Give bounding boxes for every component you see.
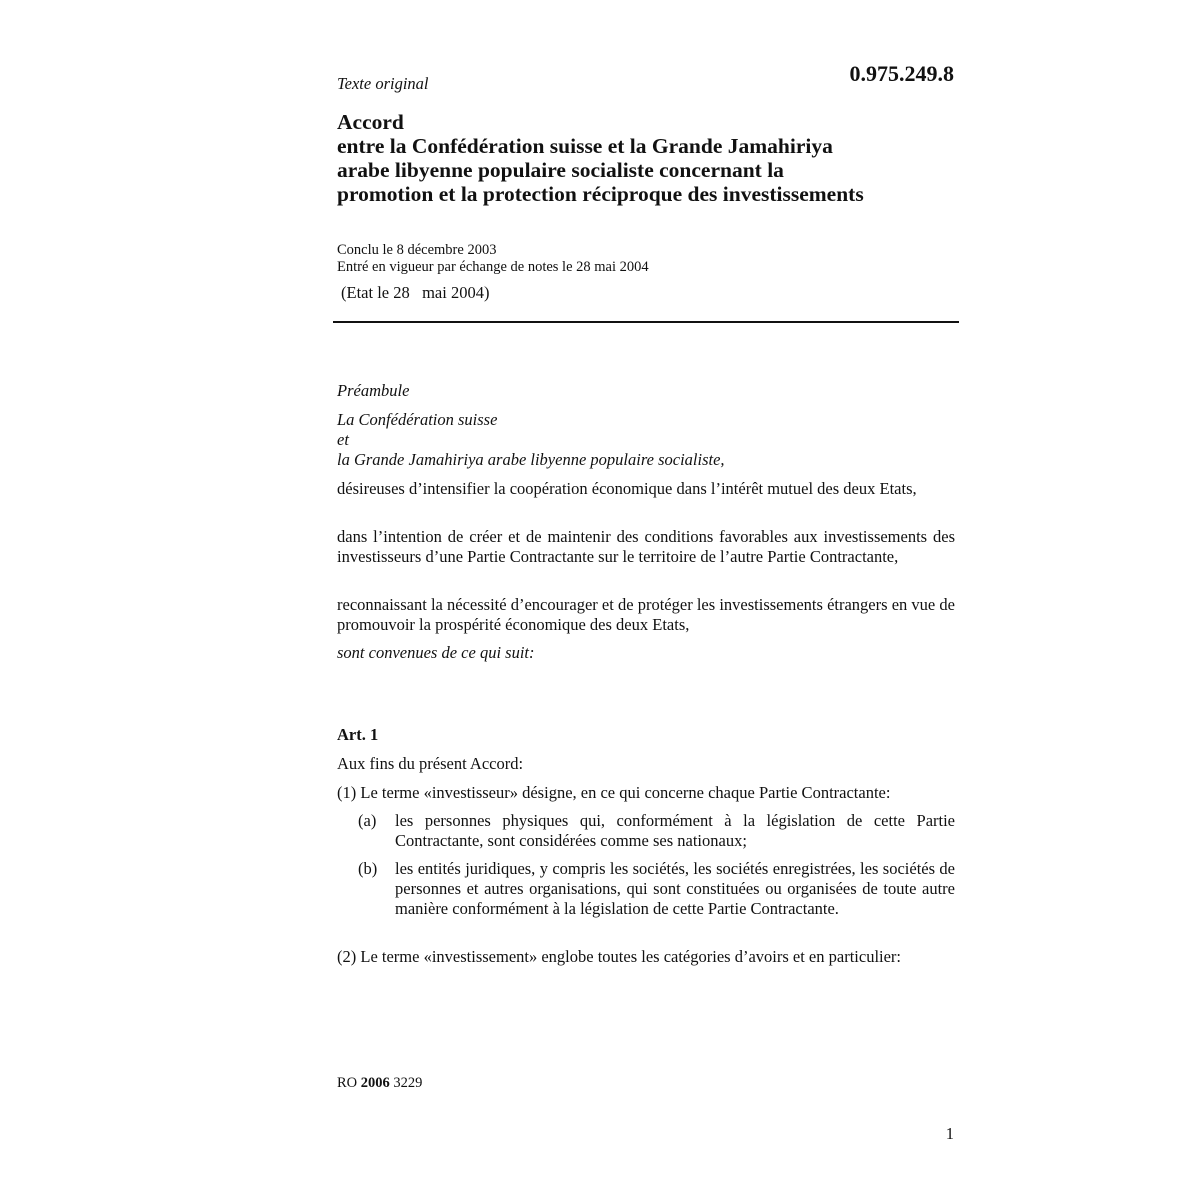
sr-number: 0.975.249.8 [849, 61, 954, 86]
preamble-paragraph-3: reconnaissant la nécessité d’encourager et de protéger les investissements étrangers en vue de promouvoir la prospérité économique des deux Etats, [337, 595, 955, 634]
page-number: 1 [945, 1124, 954, 1143]
ro-year: 2006 [360, 1075, 390, 1091]
conclu-date: Conclu le 8 décembre 2003 [337, 242, 497, 258]
list-item-text: les entités juridiques, y compris les sociétés, les sociétés enregistrées, les sociétés de personnes et autres organisations, qui sont constituées ou organisées de toute autre manière conformément à la législation de cette Partie Contractante. [395, 859, 955, 918]
title-line: arabe libyenne populaire socialiste concernant la [337, 158, 784, 182]
header-divider [333, 321, 959, 323]
entry-into-force: Entré en vigueur par échange de notes le 28 mai 2004 [337, 259, 649, 275]
texte-original-label: Texte original [337, 74, 429, 93]
preamble-paragraph-2: dans l’intention de créer et de maintenir des conditions favorables aux investissements des investisseurs d’une Partie Contractante sur le territoire de l’autre Partie Contractante, [337, 527, 955, 566]
title-line: entre la Confédération suisse et la Grande Jamahiriya [337, 134, 833, 158]
preamble-heading: Préambule [337, 381, 410, 400]
document-title [337, 110, 977, 206]
title-line: promotion et la protection réciproque des investissements [337, 182, 864, 206]
preamble-conclusion: sont convenues de ce qui suit: [337, 643, 535, 662]
article-1-intro: Aux fins du présent Accord: [337, 754, 524, 773]
ro-page: 3229 [393, 1075, 423, 1091]
preamble-conjunction: et [337, 430, 349, 449]
article-1-paragraph-1: (1) Le terme «investisseur» désigne, en ce qui concerne chaque Partie Contractante: [337, 783, 891, 802]
list-item-label: (b) [358, 859, 378, 878]
preamble-party-2: la Grande Jamahiriya arabe libyenne populaire socialiste, [337, 450, 725, 469]
etat-date: (Etat le 28 mai 2004) [341, 283, 490, 302]
title-line: Accord [337, 110, 404, 134]
list-item-label: (a) [358, 811, 377, 830]
preamble-paragraph-1: désireuses d’intensifier la coopération économique dans l’intérêt mutuel des deux Etats, [337, 479, 917, 498]
ro-reference [337, 1075, 422, 1092]
article-1-paragraph-2: (2) Le terme «investissement» englobe toutes les catégories d’avoirs et en particulier: [337, 947, 902, 966]
ro-prefix: RO [337, 1075, 358, 1091]
article-1-heading: Art. 1 [337, 725, 379, 744]
preamble-party-1: La Confédération suisse [337, 410, 498, 429]
list-item-text: les personnes physiques qui, conformément à la législation de cette Partie Contractante, sont considérées comme ses nationaux; [395, 811, 955, 850]
